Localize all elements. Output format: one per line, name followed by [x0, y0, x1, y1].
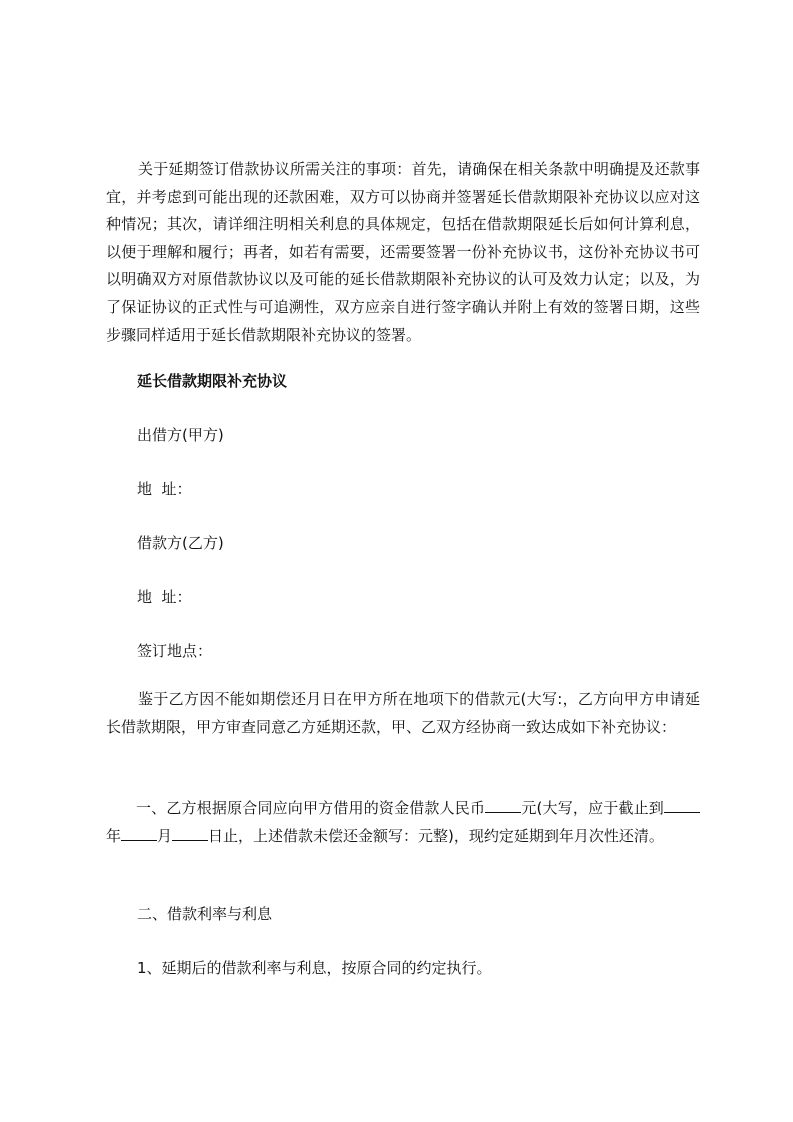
borrower-address-label: 地 址： [137, 588, 192, 606]
borrower-label: 借款方(乙方) [137, 534, 224, 552]
document-title: 延长借款期限补充协议 [137, 372, 288, 390]
preamble-paragraph: 鉴于乙方因不能如期偿还月日在甲方所在地项下的借款元(大写:，乙方向甲方申请延长借款期限，甲方审查同意乙方延期还款，甲、乙双方经协商一致达成如下补充协议： [106, 690, 700, 736]
intro-paragraph: 关于延期签订借款协议所需关注的事项：首先，请确保在相关条款中明确提及还款事宜，并考虑到可能出现的还款困难，双方可以协商并签署延长借款期限补充协议以应对这种情况；其次，请详细注明相关利息的具体规定，包括在借款期限延长后如何计算利息，以便于理解和履行；再者，如若有需要，还需要签署一份补充协议书，这份补充协议书可以明确双方对原借款协议以及可能的延长借款期限补充协议的认可及效力认定；以及，为了保证协议的正式性与可追溯性，双方应亲自进行签字确认并附上有效的签署日期，这些步骤同样适用于延长借款期限补充协议的签署。 [106, 160, 700, 344]
day-blank [172, 826, 208, 841]
clause-1-month: 月 [157, 826, 173, 845]
clause-1-text-a: 一、乙方根据原合同应向甲方借用的资金借款人民币 [136, 799, 486, 817]
amount-blank [485, 798, 521, 813]
signing-place-label: 签订地点： [137, 642, 213, 660]
section-2-heading: 二、借款利率与利息 [137, 905, 273, 923]
lender-label: 出借方(甲方) [137, 426, 224, 444]
clause-1-text-b: 元(大写，应于截止到 [521, 799, 664, 817]
clause-1-year: 年 [106, 826, 122, 845]
clause-1-text-c: 日止，上述借款未偿还金额写：元整)，现约定延期到年月次性还清。 [208, 826, 664, 845]
month-blank [121, 826, 157, 841]
clause-1-paragraph [106, 795, 700, 850]
item-1-text: 1、延期后的借款利率与利息，按原合同的约定执行。 [137, 959, 492, 977]
lender-address-label: 地 址： [137, 480, 192, 498]
year-blank [664, 798, 700, 813]
